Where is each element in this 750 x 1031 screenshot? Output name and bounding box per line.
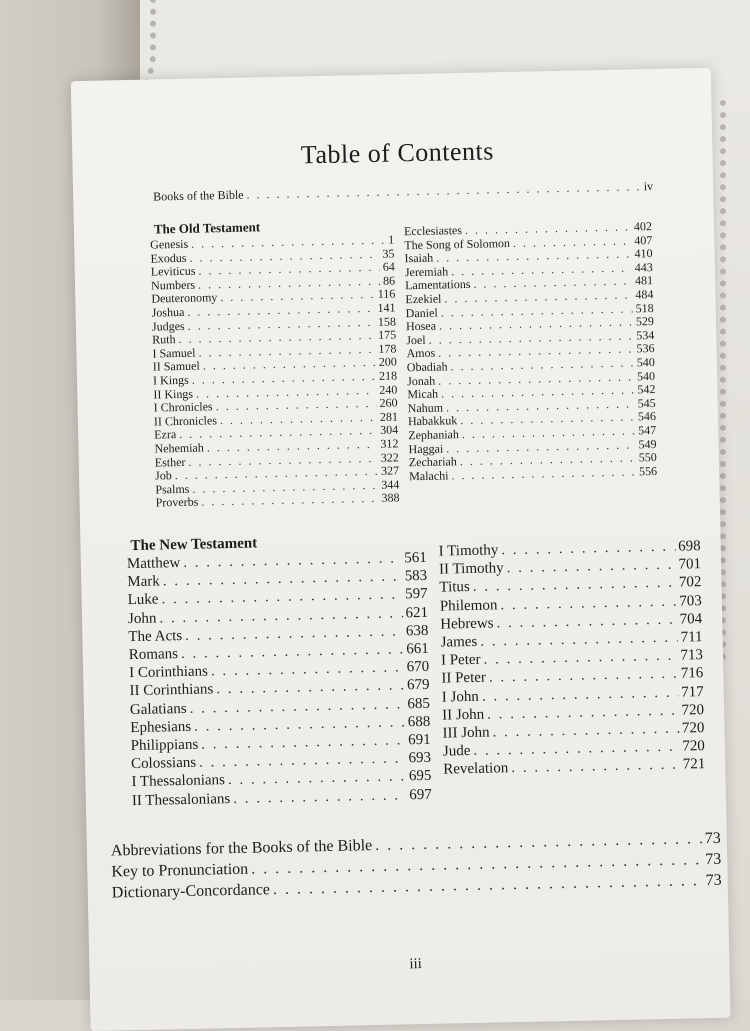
- entry-name: Jeremiah: [404, 264, 449, 280]
- entry-name: Job: [154, 468, 172, 483]
- entry-name: James: [440, 633, 478, 651]
- entry-page: 312: [380, 436, 399, 451]
- entry-name: Zechariah: [408, 454, 457, 470]
- entry-page: 716: [680, 665, 704, 682]
- entry-page: 322: [380, 450, 399, 465]
- entry-page: 534: [636, 327, 655, 343]
- entry-name: The Song of Solomon: [404, 235, 511, 252]
- entry-page: 670: [406, 659, 430, 676]
- entry-page: 717: [681, 683, 704, 701]
- entry-page: 178: [378, 341, 397, 356]
- leader-dots: [246, 179, 641, 202]
- leader-dots: [496, 611, 676, 632]
- new-testament-heading: The New Testament: [130, 535, 258, 555]
- entry-page: 638: [405, 622, 429, 640]
- leader-dots: [233, 787, 406, 808]
- entry-name: Esther: [154, 454, 186, 470]
- entry-name: John: [127, 610, 157, 627]
- entry-page: 545: [637, 395, 656, 411]
- entry-page: 402: [633, 219, 653, 234]
- entry-name: III John: [442, 724, 490, 742]
- entry-page: 688: [407, 713, 431, 731]
- entry-page: 116: [377, 286, 396, 302]
- entry-name: Books of the Bible: [153, 187, 244, 204]
- entry-name: Nahum: [407, 400, 444, 416]
- page-number: iii: [409, 956, 423, 973]
- entry-name: Colossians: [130, 754, 197, 773]
- entry-name: I Chronicles: [153, 399, 213, 415]
- entry-page: 260: [379, 395, 398, 411]
- entry-name: Romans: [128, 646, 179, 664]
- entry-page: 702: [678, 574, 702, 591]
- entry-name: II Chronicles: [153, 413, 218, 429]
- entry-page: 281: [379, 409, 399, 424]
- leader-dots: [511, 757, 680, 778]
- entry-name: Amos: [406, 346, 436, 361]
- entry-page: 218: [378, 368, 398, 383]
- entry-page: 597: [404, 586, 428, 603]
- leader-dots: [507, 557, 676, 578]
- page-title: Table of Contents: [300, 136, 495, 170]
- entry-name: Habakkuk: [407, 413, 458, 429]
- entry-page: 691: [407, 731, 431, 749]
- entry-page: 546: [637, 409, 657, 424]
- entry-name: II Peter: [441, 670, 487, 687]
- entry-page: 141: [377, 300, 396, 315]
- entry-name: Genesis: [150, 236, 189, 252]
- entry-name: Numbers: [150, 277, 196, 293]
- entry-name: Judges: [151, 318, 185, 334]
- entry-page: 720: [681, 701, 705, 719]
- entry-name: I Kings: [152, 372, 189, 388]
- entry-page: 697: [409, 786, 432, 803]
- entry-name: Obadiah: [406, 359, 448, 375]
- entry-page: 35: [382, 246, 395, 261]
- entry-page: 711: [680, 629, 703, 646]
- entry-page: 698: [677, 538, 701, 555]
- entry-page: 304: [380, 422, 399, 438]
- entry-name: Ezekiel: [405, 291, 442, 307]
- entry-name: Luke: [127, 591, 159, 609]
- leader-dots: [451, 464, 636, 483]
- entry-name: I Thessalonians: [131, 772, 226, 791]
- entry-page: 685: [407, 695, 431, 712]
- entry-name: Proverbs: [155, 495, 199, 510]
- entry-page: 158: [377, 314, 397, 329]
- entry-name: I John: [441, 688, 480, 706]
- entry-page: 720: [681, 720, 705, 737]
- entry-page: 327: [380, 463, 400, 478]
- entry-page: 518: [635, 300, 654, 316]
- entry-page: 693: [408, 750, 432, 767]
- entry-name: Lamentations: [404, 277, 471, 293]
- entry-name: Hebrews: [440, 615, 494, 633]
- entry-page: 344: [381, 477, 400, 492]
- entry-name: The Acts: [128, 627, 183, 645]
- entry-name: II Thessalonians: [131, 790, 231, 809]
- entry-name: Key to Pronunciation: [111, 860, 249, 881]
- entry-name: Titus: [439, 579, 470, 596]
- entry-name: Malachi: [408, 468, 449, 484]
- entry-name: Abbreviations for the Books of the Bible: [110, 837, 373, 860]
- entry-name: I Peter: [440, 651, 481, 669]
- entry-name: I Corinthians: [129, 663, 209, 682]
- entry-name: II Corinthians: [129, 681, 214, 700]
- entry-page: 200: [378, 354, 397, 370]
- books-of-bible-entry: [153, 179, 653, 204]
- leader-dots: [500, 593, 676, 614]
- entry-page: 64: [382, 259, 395, 274]
- entry-page: 547: [638, 423, 657, 438]
- entry-name: Nehemiah: [154, 440, 204, 456]
- leader-dots: [501, 539, 675, 560]
- entry-page: 86: [382, 273, 396, 288]
- entry-page: 388: [381, 490, 400, 506]
- entry-page: 621: [405, 604, 429, 621]
- entry-page: 175: [378, 327, 397, 343]
- entry-name: Micah: [407, 386, 439, 402]
- entry-page: 542: [637, 382, 656, 397]
- entry-name: Haggai: [408, 441, 444, 456]
- entry-name: Galatians: [129, 700, 187, 718]
- entry-page: 701: [678, 556, 702, 573]
- leader-dots: [228, 769, 406, 790]
- entry-name: Daniel: [405, 305, 438, 320]
- entry-name: Philippians: [130, 736, 199, 755]
- entry-name: Mark: [127, 573, 160, 591]
- entry-name: Joshua: [151, 304, 185, 320]
- entry-page: 695: [408, 768, 432, 785]
- entry-name: Matthew: [126, 555, 181, 573]
- entry-page: 583: [404, 568, 428, 585]
- entry-page: 549: [638, 436, 657, 451]
- entry-name: I Samuel: [152, 345, 196, 361]
- old-testament-heading: The Old Testament: [153, 219, 261, 237]
- entry-page: 540: [636, 355, 655, 370]
- entry-page: 240: [379, 382, 398, 397]
- entry-name: Hosea: [405, 318, 437, 334]
- book-page-wrapper: [70, 33, 750, 1027]
- entry-page: 481: [634, 273, 654, 288]
- entry-page: 679: [406, 677, 430, 694]
- entry-page: 443: [634, 259, 653, 275]
- entry-name: Ecclesiastes: [403, 223, 463, 239]
- entry-page: 703: [679, 592, 702, 610]
- entry-name: Philemon: [439, 596, 498, 615]
- entry-name: Exodus: [150, 250, 187, 266]
- entry-name: Jude: [442, 743, 471, 760]
- entry-name: Joel: [406, 332, 426, 348]
- entry-page: 550: [638, 450, 657, 465]
- entry-page: iv: [643, 179, 654, 194]
- entry-name: Ephesians: [130, 718, 192, 736]
- entry-name: Psalms: [155, 481, 190, 497]
- entry-name: Isaiah: [404, 250, 434, 266]
- leader-dots: [201, 491, 379, 510]
- entry-name: Revelation: [443, 760, 509, 778]
- entry-name: I Timothy: [438, 542, 499, 560]
- entry-page: 407: [634, 232, 653, 248]
- entry-page: 1: [388, 232, 395, 247]
- entry-page: 556: [638, 463, 658, 479]
- entry-name: II Samuel: [152, 358, 200, 374]
- entry-page: 529: [635, 314, 655, 329]
- entry-name: II Timothy: [438, 560, 504, 578]
- entry-page: 704: [679, 610, 703, 628]
- entry-name: Dictionary-Concordance: [111, 881, 271, 902]
- entry-page: 73: [705, 871, 722, 890]
- entry-name: Jonah: [406, 373, 436, 388]
- entry-page: 484: [635, 287, 654, 302]
- entry-page: 73: [705, 850, 722, 869]
- entry-name: Ezra: [154, 427, 177, 442]
- entry-page: 661: [406, 640, 429, 658]
- entry-page: 410: [634, 246, 653, 261]
- entry-name: Leviticus: [150, 263, 196, 279]
- entry-page: 561: [404, 549, 428, 567]
- entry-name: Zephaniah: [408, 427, 460, 443]
- entry-page: 713: [680, 647, 704, 664]
- book-page: [71, 68, 731, 1031]
- entry-name: Ruth: [152, 332, 176, 347]
- entry-page: 73: [704, 829, 721, 848]
- entry-page: 721: [682, 756, 706, 773]
- entry-name: II Kings: [153, 386, 194, 402]
- entry-name: II John: [441, 706, 485, 724]
- entry-page: 540: [636, 368, 656, 384]
- entry-page: 536: [636, 341, 655, 356]
- entry-name: Deuteronomy: [151, 290, 218, 306]
- entry-page: 720: [682, 738, 706, 755]
